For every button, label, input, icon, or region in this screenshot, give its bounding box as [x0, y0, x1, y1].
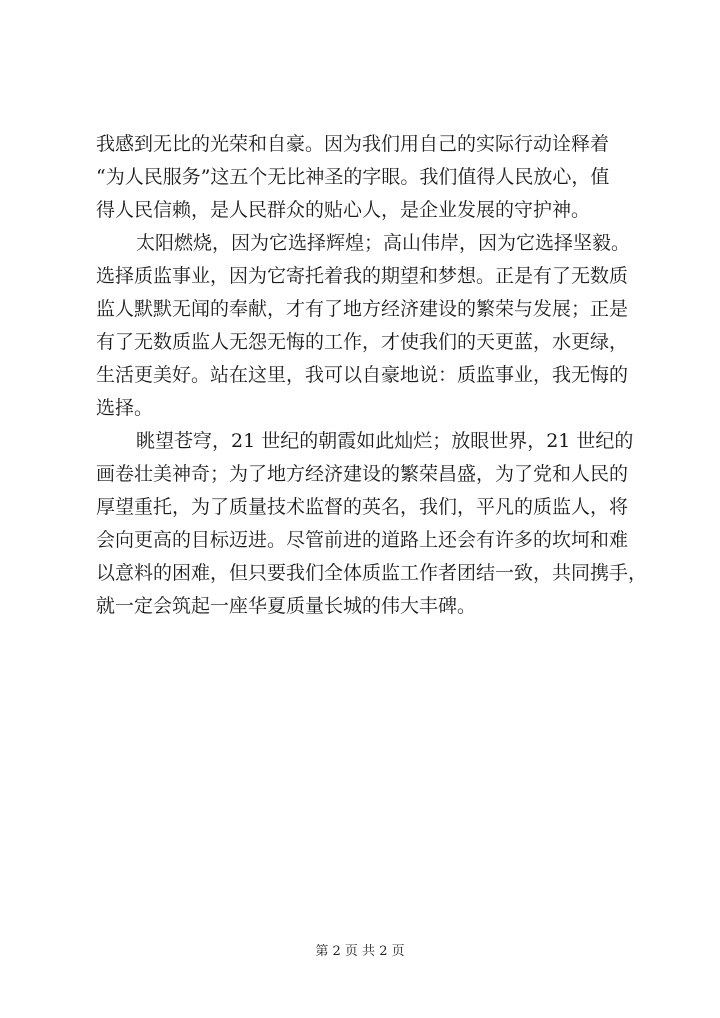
text-line: 得人民信赖，是人民群众的贴心人，是企业发展的守护神。	[96, 199, 591, 221]
text-line: 画卷壮美神奇；为了地方经济建设的繁荣昌盛，为了党和人民的	[96, 463, 629, 485]
text-line: 监人默默无闻的奉献，才有了地方经济建设的繁荣与发展；正是	[96, 298, 629, 320]
text-line: 太阳燃烧，因为它选择辉煌；高山伟岸，因为它选择坚毅。	[136, 232, 631, 254]
text-line: 会向更高的目标迈进。尽管前进的道路上还会有许多的坎坷和难	[96, 529, 629, 551]
page-footer	[0, 940, 720, 959]
text-line: 眺望苍穹，21 世纪的朝霞如此灿烂；放眼世界，21 世纪的	[136, 430, 634, 452]
text-line: 厚望重托，为了质量技术监督的英名，我们，平凡的质监人，将	[96, 496, 629, 518]
text-line: 选择。	[96, 397, 154, 419]
paragraph-1	[96, 128, 656, 227]
text-line: 选择质监事业，因为它寄托着我的期望和梦想。正是有了无数质	[96, 265, 629, 287]
text-line: 生活更美好。站在这里，我可以自豪地说：质监事业，我无悔的	[96, 364, 629, 386]
text-line: 我感到无比的光荣和自豪。因为我们用自己的实际行动诠释着	[96, 133, 610, 155]
document-body	[96, 128, 656, 623]
paragraph-3	[96, 425, 656, 623]
text-line: 就一定会筑起一座华夏质量长城的伟大丰碑。	[96, 595, 477, 617]
text-line: 有了无数质监人无怨无悔的工作，才使我们的天更蓝，水更绿，	[96, 331, 629, 353]
text-line: 以意料的困难，但只要我们全体质监工作者团结一致，共同携手，	[96, 562, 648, 584]
text-line: “为人民服务”这五个无比神圣的字眼。我们值得人民放心，值	[96, 166, 610, 188]
page-number-label: 第 2 页 共 2 页	[315, 944, 405, 959]
paragraph-2	[96, 227, 656, 425]
